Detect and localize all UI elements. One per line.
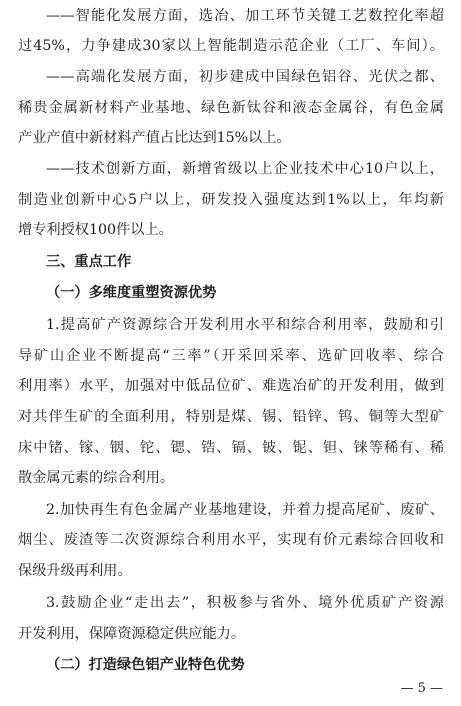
text-line-13: 利用率）水平，加强对中低品位矿、难选冶矿的开发利用，做到 <box>18 378 444 394</box>
text-line-6: ——技术创新方面，新增省级以上企业技术中心10户以上， <box>46 161 444 177</box>
text-line-21: 开发利用，保障资源稳定供应能力。 <box>18 626 246 642</box>
text-line-11: 1.提高矿产资源综合开发利用水平和综合利用率，鼓励和引 <box>46 317 444 333</box>
subsection-heading-2: （二）打造绿色铝产业特色优势 <box>46 657 245 673</box>
text-line-20: 3.鼓励企业“走出去”，积极参与省外、境外优质矿产资源 <box>46 595 444 611</box>
text-line-4: 稀贵金属新材料产业基地、绿色新钛谷和液态金属谷，有色金属 <box>18 100 444 116</box>
text-line-8: 增专利授权100件以上。 <box>18 222 173 238</box>
text-line-16: 散金属元素的综合利用。 <box>18 470 175 486</box>
text-line-5: 产业产值中新材料产值占比达到15%以上。 <box>18 130 291 146</box>
text-line-18: 烟尘、废渣等二次资源综合利用水平，实现有价元素综合回收和 <box>18 532 444 548</box>
text-line-15: 床中锗、镓、铟、铊、锶、锆、镉、铍、铌、钽、铼等稀有、稀 <box>18 440 444 456</box>
text-line-19: 保级升级再利用。 <box>18 563 132 579</box>
text-line-3: ——高端化发展方面，初步建成中国绿色铝谷、光伏之都、 <box>46 69 444 85</box>
text-line-1: ——智能化发展方面，选冶、加工环节关键工艺数控化率超 <box>46 8 444 24</box>
text-line-2: 过45%，力争建成30家以上智能制造示范企业（工厂、车间）。 <box>18 38 444 54</box>
text-line-7: 制造业创新中心5户以上，研发投入强度达到1%以上，年均新 <box>18 192 444 208</box>
text-line-17: 2.加快再生有色金属产业基地建设，并着力提高尾矿、废矿、 <box>46 502 444 518</box>
subsection-heading-1: （一）多维度重塑资源优势 <box>46 285 217 301</box>
section-heading: 三、重点工作 <box>46 254 132 270</box>
page-number: — 5 — <box>400 681 443 696</box>
text-line-12: 导矿山企业不断提高“三率”（开采回采率、选矿回收率、综合 <box>18 348 444 364</box>
text-line-14: 对共伴生矿的全面利用，特别是煤、锡、铅锌、钨、铜等大型矿 <box>18 409 444 425</box>
